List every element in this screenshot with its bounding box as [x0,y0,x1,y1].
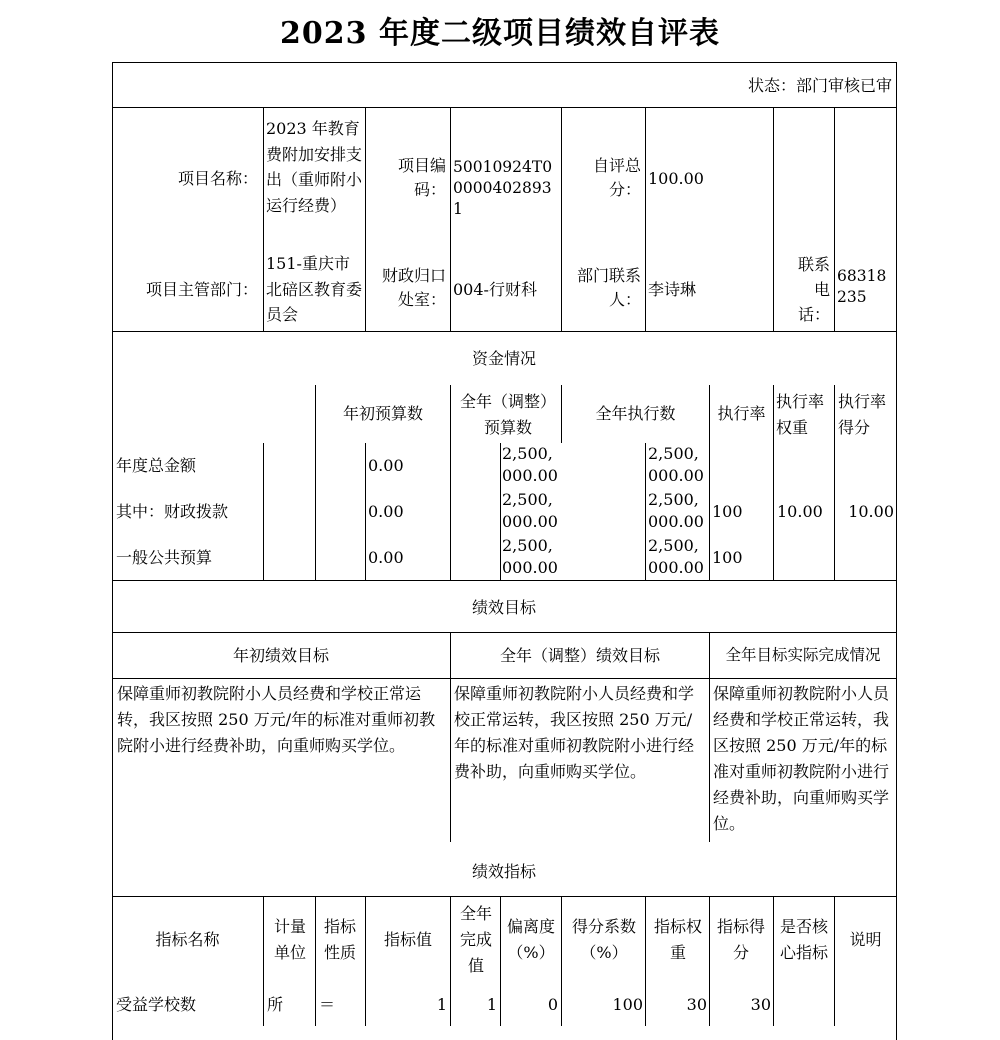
ind-header-note: 说明 [849,930,882,949]
goals-header-initial: 年初绩效目标 [232,646,329,665]
ind-header-unit: 计量单位 [273,917,306,962]
divider [263,443,264,580]
goals-header-adjusted: 全年（调整）绩效目标 [499,646,660,665]
funds-header-score: 执行率得分 [838,392,887,437]
divider [112,678,896,679]
divider [315,896,316,1026]
goal-initial-text: 保障重师初教院附小人员经费和学校正常运转，我区按照 250 万元/年的标准对重师初教院附小进行经费补助，向重师购买学位。 [117,684,436,755]
contact-label: 部门联系人： [576,266,641,309]
divider [112,107,896,108]
funds-row-label: 年度总金额 [116,456,197,475]
divider [561,107,562,331]
divider [365,443,366,580]
funds-row-label: 其中：财政拨款 [116,502,229,521]
ind-header-core: 是否核心指标 [779,917,828,962]
divider [773,107,774,331]
divider [263,896,264,1026]
status-text: 状态：部门审核已审 [747,76,892,95]
page-title: 2023 年度二级项目绩效自评表 [280,16,720,51]
ind-row-coefficient: 100 [612,995,643,1014]
ind-header-weight: 指标权重 [653,917,702,962]
ind-row-score: 30 [750,995,771,1014]
funds-row-adjusted: 2,500,000.00 [502,536,558,577]
funds-row-executed: 2,500,000.00 [648,536,704,577]
contact-value: 李诗琳 [648,280,697,299]
funds-header-adjusted: 全年（调整）预算数 [459,392,556,437]
ind-row-weight: 30 [686,995,707,1014]
divider [315,443,316,580]
divider [112,331,896,332]
divider [450,385,451,580]
ind-header-completion: 全年完成值 [459,904,492,975]
divider [773,385,774,580]
divider [112,896,896,897]
funds-row-adjusted: 2,500,000.00 [502,444,558,485]
project-name-label: 项目名称： [177,169,258,188]
ind-row-completion: 1 [486,995,497,1014]
goals-section-title: 绩效目标 [471,598,536,617]
goal-actual-text: 保障重师初教院附小人员经费和学校正常运转，我区按照 250 万元/年的标准对重师初教院附小进行经费补助，向重师购买学位。 [713,684,890,833]
score-value: 100.00 [648,169,704,188]
funds-row-initial: 0.00 [368,456,404,475]
finance-label: 财政归口处室： [381,266,446,309]
funds-row-initial: 0.00 [368,548,404,567]
ind-row-unit: 所 [267,995,284,1014]
ind-header-nature: 指标性质 [323,917,356,962]
ind-header-value: 指标值 [383,930,432,949]
divider [645,107,646,331]
divider [365,107,366,331]
dept-value: 151-重庆市北碚区教育委员会 [266,254,363,324]
funds-row-executed: 2,500,000.00 [648,490,704,531]
ind-header-name: 指标名称 [155,930,220,949]
ind-row-deviation: 0 [547,995,558,1014]
funds-row-executed: 2,500,000.00 [648,444,704,485]
project-code-label: 项目编码： [397,156,446,199]
funds-row-weight: 10.00 [777,502,823,521]
funds-row-adjusted: 2,500,000.00 [502,490,558,531]
finance-value: 004-行财科 [453,280,537,299]
divider [834,385,835,580]
divider [112,632,896,633]
divider [263,107,264,331]
funds-row-initial: 0.00 [368,502,404,521]
funds-header-rate: 执行率 [717,404,766,423]
ind-header-deviation: 偏离度（%） [506,917,555,962]
funds-section-title: 资金情况 [471,349,536,368]
indicators-section-title: 绩效指标 [471,862,536,881]
funds-header-weight: 执行率权重 [776,392,825,437]
project-name-value: 2023 年教育费附加安排支出（重师附小运行经费） [266,119,363,215]
divider [112,580,896,581]
divider [645,443,646,580]
funds-row-label: 一般公共预算 [116,548,213,567]
ind-row-value: 1 [436,995,447,1014]
ind-header-coefficient: 得分系数（%） [571,917,636,962]
funds-header-executed: 全年执行数 [595,404,676,423]
divider [450,107,451,331]
divider [500,443,501,580]
project-code-value: 50010924T000004028931 [453,158,553,218]
goals-header-actual: 全年目标实际完成情况 [725,646,881,664]
divider [834,107,835,331]
phone-value: 68318235 [837,267,887,306]
divider [773,896,774,1026]
funds-header-initial: 年初预算数 [342,404,423,423]
funds-row-rate: 100 [712,502,743,521]
goal-adjusted-text: 保障重师初教院附小人员经费和学校正常运转，我区按照 250 万元/年的标准对重师初教院附小进行经费补助，向重师购买学位。 [454,684,695,781]
score-label: 自评总分： [592,156,641,199]
ind-row-name: 受益学校数 [116,995,197,1014]
ind-row-nature: ＝ [319,995,336,1014]
phone-label: 联系电话： [797,255,830,324]
ind-header-score: 指标得分 [716,917,765,962]
funds-row-score: 10.00 [848,502,894,521]
funds-row-rate: 100 [712,548,743,567]
dept-label: 项目主管部门： [145,280,258,299]
divider [834,896,835,1026]
